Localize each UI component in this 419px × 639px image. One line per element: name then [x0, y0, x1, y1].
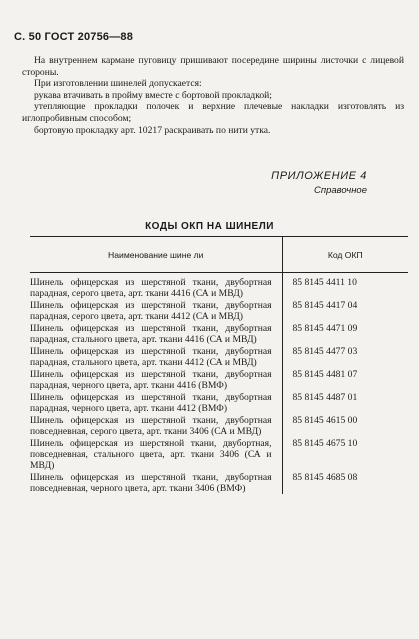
cell-code: 85 8145 4471 09: [282, 322, 408, 345]
cell-code: 85 8145 4481 07: [282, 368, 408, 391]
table-header-row: [30, 237, 408, 273]
cell-name: Шинель офицерская из шерстяной ткани, двубортная парадная, стального цвета, арт. ткани 4412 (СА и МВД): [30, 346, 272, 368]
appendix-subtitle: Справочное: [314, 185, 367, 196]
table-title: КОДЫ ОКП НА ШИНЕЛИ: [145, 221, 274, 232]
cell-name: Шинель офицерская из шерстяной ткани, двубортная повседневная, черного цвета, арт. ткани 3406 (ВМФ): [30, 472, 272, 494]
column-header-code: Код ОКП: [282, 237, 408, 273]
table-row: [30, 345, 408, 368]
table-row: [30, 414, 408, 437]
cell-code: 85 8145 4615 00: [282, 414, 408, 437]
table-body: [30, 273, 408, 495]
column-header-name: Наименование шине ли: [30, 237, 282, 273]
cell-name: Шинель офицерская из шерстяной ткани, двубортная парадная, черного цвета, арт. ткани 4416 (ВМФ): [30, 369, 272, 391]
table-row: [30, 471, 408, 494]
paragraph: утепляющие прокладки полочек и верхние плечевые накладки изготовлять из иглопробивным способом;: [22, 101, 404, 124]
table-row: [30, 299, 408, 322]
cell-code: 85 8145 4487 01: [282, 391, 408, 414]
cell-name: Шинель офицерская из шерстяной ткани, двубортная парадная, стального цвета, арт. ткани 4416 (СА и МВД): [30, 323, 272, 345]
cell-name: Шинель офицерская из шерстяной ткани, двубортная повседневная, серого цвета, арт. ткани 3406 (СА и МВД): [30, 415, 272, 437]
cell-code: 85 8145 4411 10: [282, 273, 408, 300]
cell-name: Шинель офицерская из шерстяной ткани, двубортная парадная, серого цвета, арт. ткани 4416 (СА и МВД): [30, 277, 272, 299]
table-row: [30, 273, 408, 300]
cell-name: Шинель офицерская из шерстяной ткани, двубортная парадная, черного цвета, арт. ткани 4412 (ВМФ): [30, 392, 272, 414]
paragraph: бортовую прокладку арт. 10217 раскраивать по нити утка.: [34, 124, 271, 136]
table-row: [30, 368, 408, 391]
cell-code: 85 8145 4675 10: [282, 437, 408, 471]
cell-code: 85 8145 4417 04: [282, 299, 408, 322]
table-row: [30, 437, 408, 471]
cell-code: 85 8145 4477 03: [282, 345, 408, 368]
cell-name: Шинель офицерская из шерстяной ткани, двубортная парадная, серого цвета, арт. ткани 4412 (СА и МВД): [30, 300, 272, 322]
paragraph: рукава втачивать в пройму вместе с бортовой прокладкой;: [34, 89, 272, 101]
table-row: [30, 391, 408, 414]
appendix-label: [271, 170, 367, 196]
appendix-title: ПРИЛОЖЕНИЕ 4: [271, 170, 367, 182]
paragraph: На внутреннем кармане пуговицу пришивают посередине ширины листочки с лицевой стороны.: [22, 55, 404, 78]
cell-name: Шинель офицерская из шерстяной ткани, двубортная, повседневная, стального цвета, арт. ткани 3406 (СА и МВД): [30, 438, 272, 471]
paragraph: При изготовлении шинелей допускается:: [34, 78, 202, 90]
okp-codes-table: [30, 236, 408, 494]
page-header: С. 50 ГОСТ 20756—88: [14, 31, 134, 43]
table-row: [30, 322, 408, 345]
cell-code: 85 8145 4685 08: [282, 471, 408, 494]
body-text: [22, 55, 404, 136]
